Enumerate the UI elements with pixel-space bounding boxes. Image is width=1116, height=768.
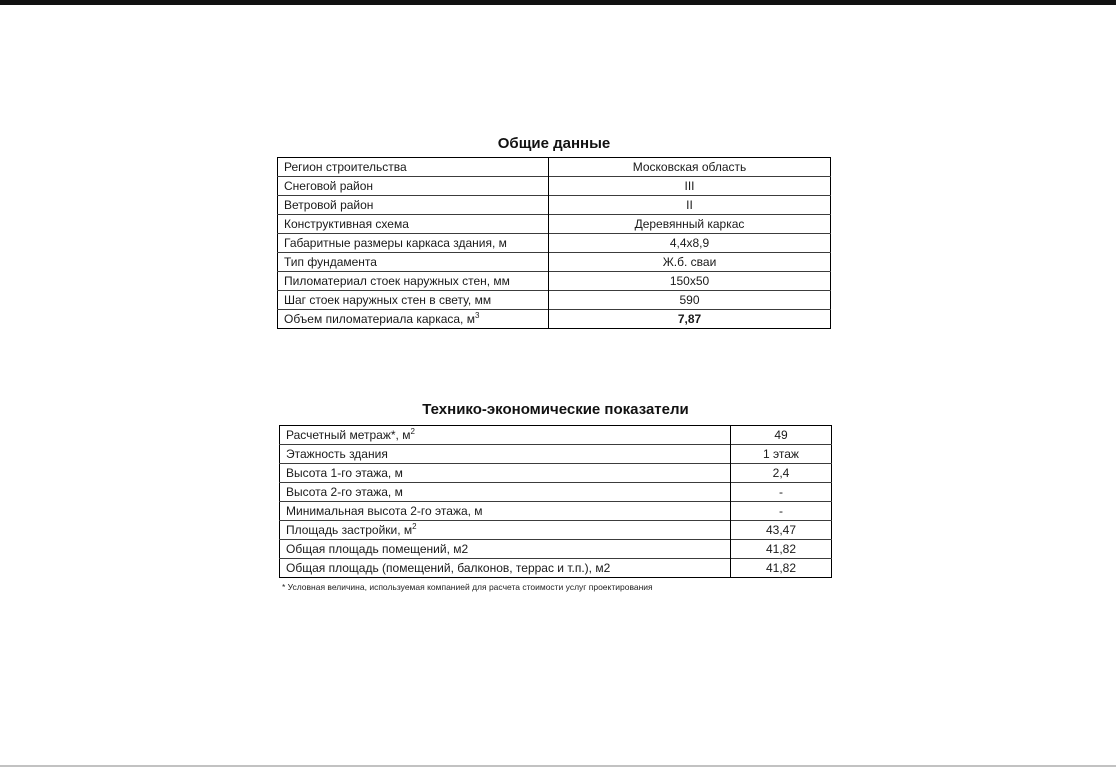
row-label: Пиломатериал стоек наружных стен, мм [278,272,549,291]
row-value: Деревянный каркас [549,215,831,234]
table-row [280,445,832,464]
table-row [280,464,832,483]
row-value: II [549,196,831,215]
page-top-edge [0,0,1116,5]
general-data-section [277,135,831,329]
table-row [280,426,832,445]
row-value: III [549,177,831,196]
row-label: Габаритные размеры каркаса здания, м [278,234,549,253]
row-label: Расчетный метраж*, $м^2$ [286,427,415,442]
row-value: - [731,502,832,521]
tech-indicators-title: Технико-экономические показатели [422,401,689,418]
row-label: Регион строительства [284,160,407,174]
row-value: 4,4x8,9 [549,234,831,253]
table-row [278,310,831,329]
row-label: Этажность здания [280,445,731,464]
row-value: - [731,483,832,502]
general-data-title: Общие данные [497,135,611,152]
footnote: * Условная величина, используемая компанией для расчета стоимости услуг проектирования [282,582,653,592]
row-label: Тип фундамента [278,253,549,272]
table-row [280,483,832,502]
row-value: 41,82 [731,559,832,578]
table-row [278,158,831,177]
row-value: 1 этаж [731,445,832,464]
row-label: Высота 1-го этажа, м [280,464,731,483]
table-row [278,234,831,253]
row-label: Площадь застройки, $м^2$ [280,521,731,540]
row-label: Высота 2-го этажа, м [280,483,731,502]
row-value: Московская область [549,158,831,177]
row-value: 43,47 [731,521,832,540]
row-label: Минимальная высота 2-го этажа, м [280,502,731,521]
table-row [280,540,832,559]
table-row [278,253,831,272]
row-label: Ветровой район [278,196,549,215]
table-row [278,177,831,196]
row-label: Общая площадь (помещений, балконов, террас и т.п.), м2 [280,559,731,578]
row-label: Снеговой район [278,177,549,196]
row-value: 41,82 [731,540,832,559]
table-row [278,291,831,310]
row-label: Шаг стоек наружных стен в свету, мм [278,291,549,310]
unit-superscript: 2 [412,522,417,531]
table-row [278,196,831,215]
row-label: Конструктивная схема [278,215,549,234]
table-row [278,215,831,234]
row-value: 49 [731,426,832,445]
tech-indicators-table [279,425,832,578]
row-value: Ж.б. сваи [549,253,831,272]
table-row [280,559,832,578]
row-label: Общая площадь помещений, м2 [280,540,731,559]
table-row [280,502,832,521]
row-label: Объем пиломатериала каркаса, $м^3$ [278,310,549,329]
unit-superscript: 2 [410,427,415,436]
page-bottom-edge [0,765,1116,767]
row-value: 150x50 [549,272,831,291]
tech-indicators-section [279,401,832,592]
unit-superscript: 3 [474,311,480,320]
general-data-table [277,157,831,329]
row-value: 2,4 [731,464,832,483]
row-value: 590 [549,291,831,310]
table-row [280,521,832,540]
table-row [278,272,831,291]
row-value: 7,87 [549,310,831,329]
